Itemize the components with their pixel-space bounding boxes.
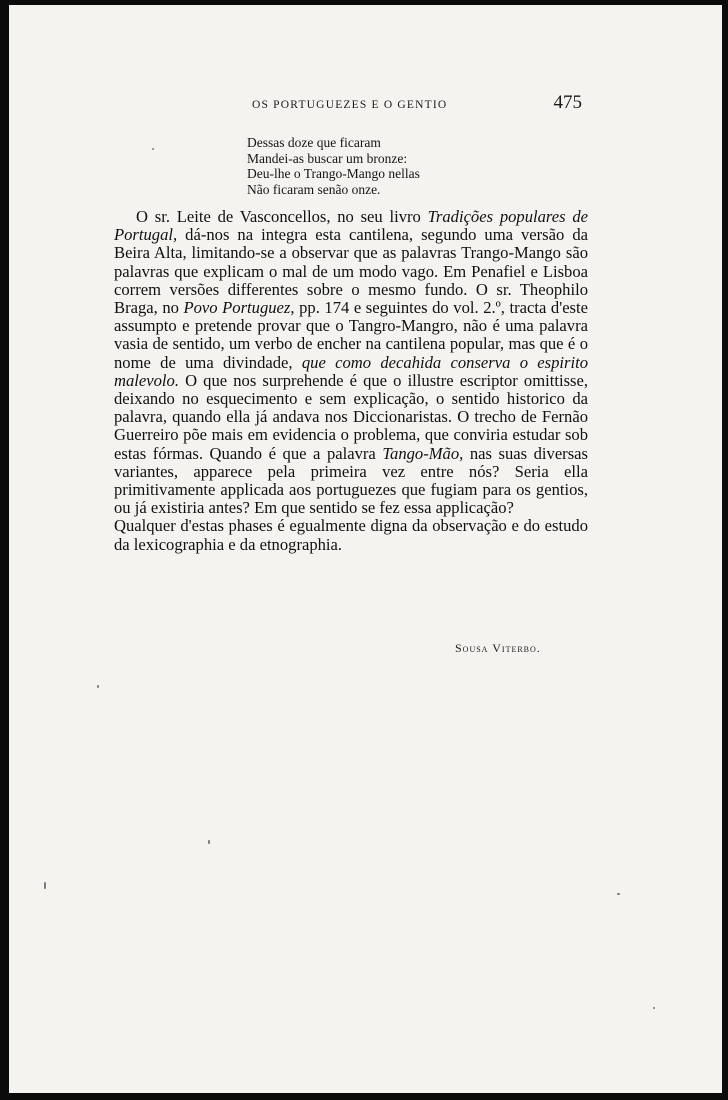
paper-speck — [44, 882, 46, 889]
body-text — [114, 208, 588, 554]
paper-speck — [97, 685, 99, 688]
book-page — [9, 5, 722, 1093]
paper-speck — [617, 893, 620, 895]
paragraph: O sr. Leite de Vasconcellos, no seu livro Tradições populares de Portugal, dá-nos na integra esta cantilena, segundo uma versão da Beira Alta, limitando-se a observar que as palavras Trango-Mango são palavras que explicam o mal de um modo vago. Em Penafiel e Lisboa correm versões differentes sobre o mesmo fundo. O sr. Theophilo Braga, no Povo Portuguez, pp. 174 e seguintes do vol. 2.º, tracta d'este assumpto e pretende provar que o Tangro-Mangro, não é uma palavra vasia de sentido, um verbo de encher na cantilena popular, mas que é o nome de uma divindade, que como decahida conserva o espirito malevolo. O que nos surprehende é que o illustre escriptor omittisse, deixando no esquecimento e sem explicação, o sentido historico da palavra, quando ella já andava nos Diccionaristas. O trecho de Fernão Guerreiro põe mais em evidencia o problema, que conviria estudar sob estas fórmas. Quando é que a palavra Tango-Mão, nas suas diversas variantes, apparece pela primeira vez entre nós? Seria ella primitivamente applicada aos portuguezes que fugiam para os gentios, ou já existiria antes? Em que sentido se fez essa applicação? — [114, 207, 588, 518]
paragraph: Qualquer d'estas phases é egualmente digna da observação e do estudo da lexicographia e da etnographia. — [114, 516, 588, 554]
page-number: 475 — [553, 92, 582, 113]
paper-speck — [152, 148, 154, 150]
paper-speck — [653, 1007, 655, 1009]
page-header — [252, 92, 582, 121]
paper-speck — [208, 840, 210, 844]
running-title: OS PORTUGUEZES E O GENTIO — [252, 99, 448, 111]
verse-line: Mandei-as buscar um bronze: — [247, 150, 408, 166]
author-signature: Sousa Viterbo. — [455, 641, 541, 655]
verse-quote — [247, 135, 420, 197]
verse-line: Não ficaram senão onze. — [247, 181, 381, 197]
verse-line: Dessas doze que ficaram — [247, 135, 381, 150]
verse-line: Deu-lhe o Trango-Mango nellas — [247, 166, 420, 181]
